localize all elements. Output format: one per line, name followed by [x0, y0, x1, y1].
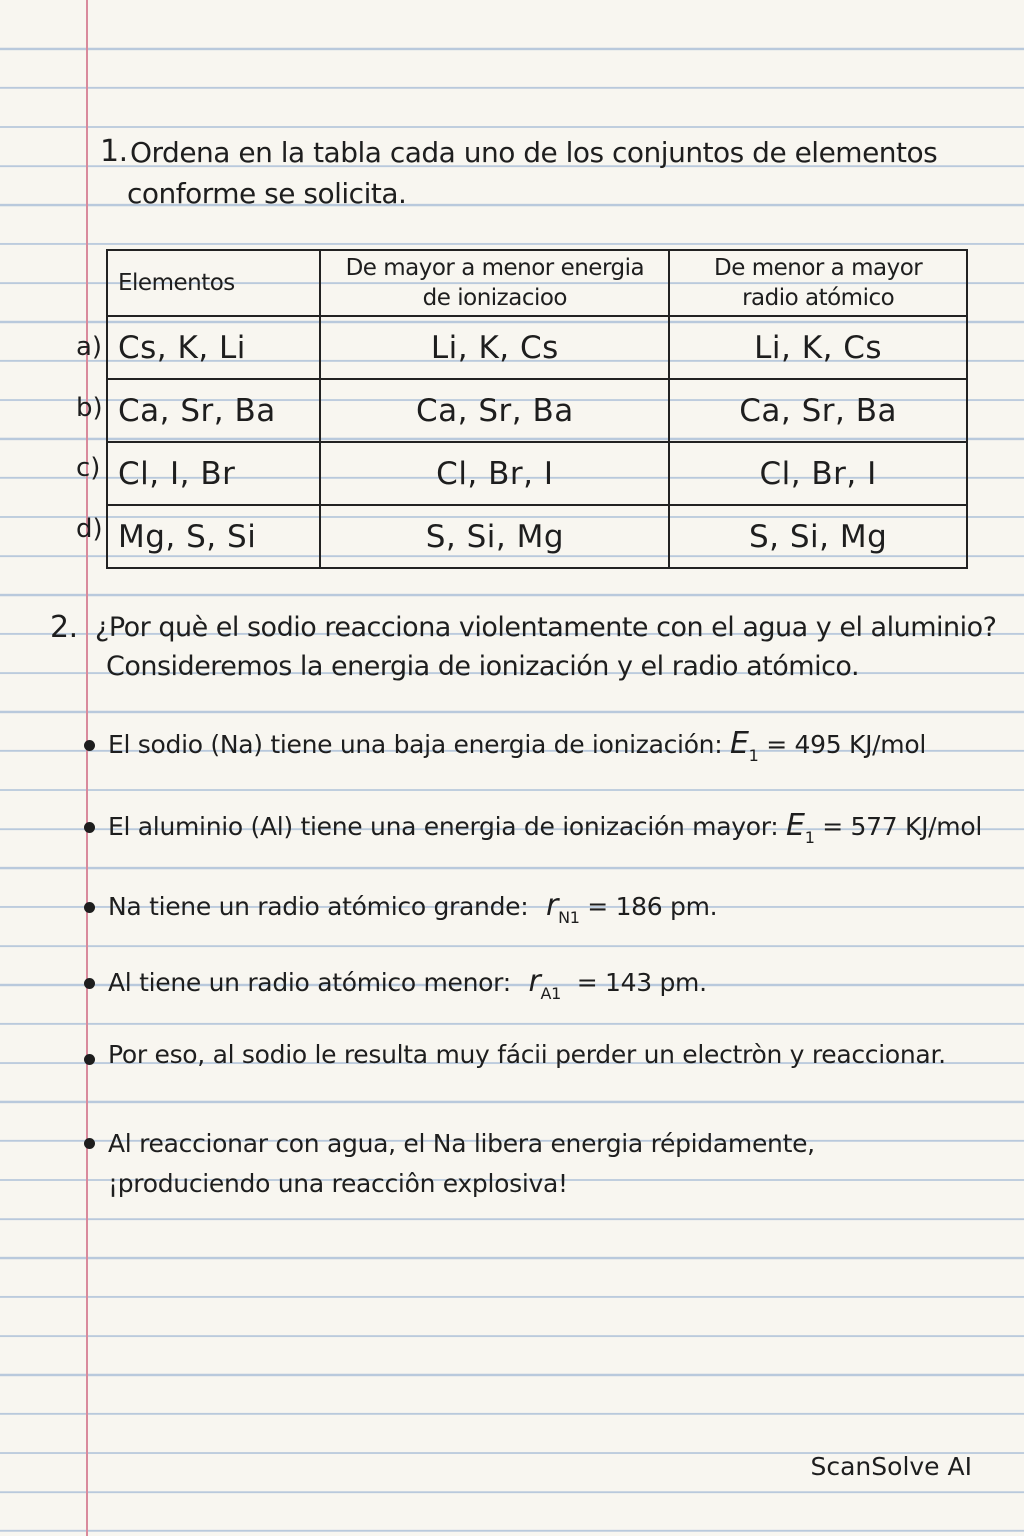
- bullet-text: Na tiene un radio atómico grande:: [108, 892, 529, 921]
- symbol-subscript: N1: [558, 908, 580, 927]
- bullet-dot: [84, 902, 95, 913]
- bullet-text: El sodio (Na) tiene una baja energia de ionización:: [108, 730, 723, 759]
- table-row: [107, 505, 967, 568]
- bullet-explosive-reaction: [108, 1124, 815, 1204]
- symbol-radius: r: [546, 888, 559, 923]
- cell-elements: Cs, K, Li: [107, 316, 320, 379]
- bullet-dot: [84, 978, 95, 989]
- bullet-value: = 186 pm.: [587, 892, 718, 921]
- bullet-value: = 495 KJ/mol: [766, 730, 926, 759]
- question-1-number: 1.: [100, 134, 128, 169]
- bullet-dot: [84, 740, 95, 751]
- header-radius-line-1: De menor a mayor: [714, 255, 923, 281]
- row-label-c: c): [76, 453, 101, 483]
- row-label-b: b): [76, 393, 103, 423]
- cell-energy-order: Cl, Br, I: [320, 442, 669, 505]
- margin-line: [86, 0, 88, 1536]
- bullet-sodium-radius: [108, 888, 717, 927]
- question-2-line-2: Consideremos la energia de ionización y el radio atómico.: [106, 651, 860, 682]
- header-atomic-radius: [669, 250, 967, 316]
- bullet-text-line-2: ¡produciendo una reacciôn explosiva!: [108, 1169, 568, 1198]
- table-row: [107, 316, 967, 379]
- cell-radius-order: Li, K, Cs: [669, 316, 967, 379]
- cell-elements: Mg, S, Si: [107, 505, 320, 568]
- bullet-dot: [84, 1138, 95, 1149]
- header-ionization-line-1: De mayor a menor energia: [345, 255, 645, 281]
- header-ionization-energy: [320, 250, 669, 316]
- cell-radius-order: Cl, Br, I: [669, 442, 967, 505]
- bullet-sodium-ionization: [108, 726, 926, 765]
- bullet-aluminum-radius: [108, 964, 707, 1003]
- bullet-text: Por eso, al sodio le resulta muy fácii perder un electròn y reaccionar.: [108, 1040, 946, 1069]
- symbol-subscript: 1: [804, 828, 815, 847]
- bullet-text: El aluminio (Al) tiene una energia de ionización mayor:: [108, 812, 779, 841]
- brand-watermark: ScanSolve AI: [810, 1452, 972, 1481]
- cell-energy-order: Ca, Sr, Ba: [320, 379, 669, 442]
- table-header-row: [107, 250, 967, 316]
- bullet-text: Al reaccionar con agua, el Na libera energia répidamente,: [108, 1129, 815, 1158]
- bullet-value: = 143 pm.: [576, 968, 707, 997]
- header-ionization-line-2: de ionizacioo: [422, 285, 568, 311]
- table-row: [107, 442, 967, 505]
- bullet-text: Al tiene un radio atómico menor:: [108, 968, 511, 997]
- cell-energy-order: S, Si, Mg: [320, 505, 669, 568]
- header-radius-line-2: radio atómico: [742, 285, 895, 311]
- ordering-table: [106, 249, 968, 569]
- symbol-subscript: A1: [540, 984, 562, 1003]
- question-1-line-1: Ordena en la tabla cada uno de los conjuntos de elementos: [130, 136, 938, 169]
- row-label-a: a): [76, 332, 103, 362]
- symbol-energy: E: [730, 726, 749, 761]
- bullet-dot: [84, 1054, 95, 1065]
- cell-elements: Ca, Sr, Ba: [107, 379, 320, 442]
- row-label-d: d): [76, 514, 103, 544]
- header-elements: Elementos: [107, 250, 320, 316]
- symbol-energy: E: [786, 808, 805, 843]
- bullet-value: = 577 KJ/mol: [822, 812, 982, 841]
- cell-radius-order: Ca, Sr, Ba: [669, 379, 967, 442]
- question-2-number: 2.: [50, 610, 78, 645]
- cell-energy-order: Li, K, Cs: [320, 316, 669, 379]
- symbol-subscript: 1: [748, 746, 759, 765]
- cell-radius-order: S, Si, Mg: [669, 505, 967, 568]
- bullet-aluminum-ionization: [108, 808, 982, 847]
- question-2-line-1: ¿Por què el sodio reacciona violentamente con el agua y el aluminio?: [95, 612, 997, 643]
- symbol-radius: r: [528, 964, 541, 999]
- bullet-dot: [84, 822, 95, 833]
- bullet-conclusion: [108, 1040, 946, 1069]
- question-1-line-2: conforme se solicita.: [127, 177, 407, 210]
- cell-elements: Cl, I, Br: [107, 442, 320, 505]
- table-row: [107, 379, 967, 442]
